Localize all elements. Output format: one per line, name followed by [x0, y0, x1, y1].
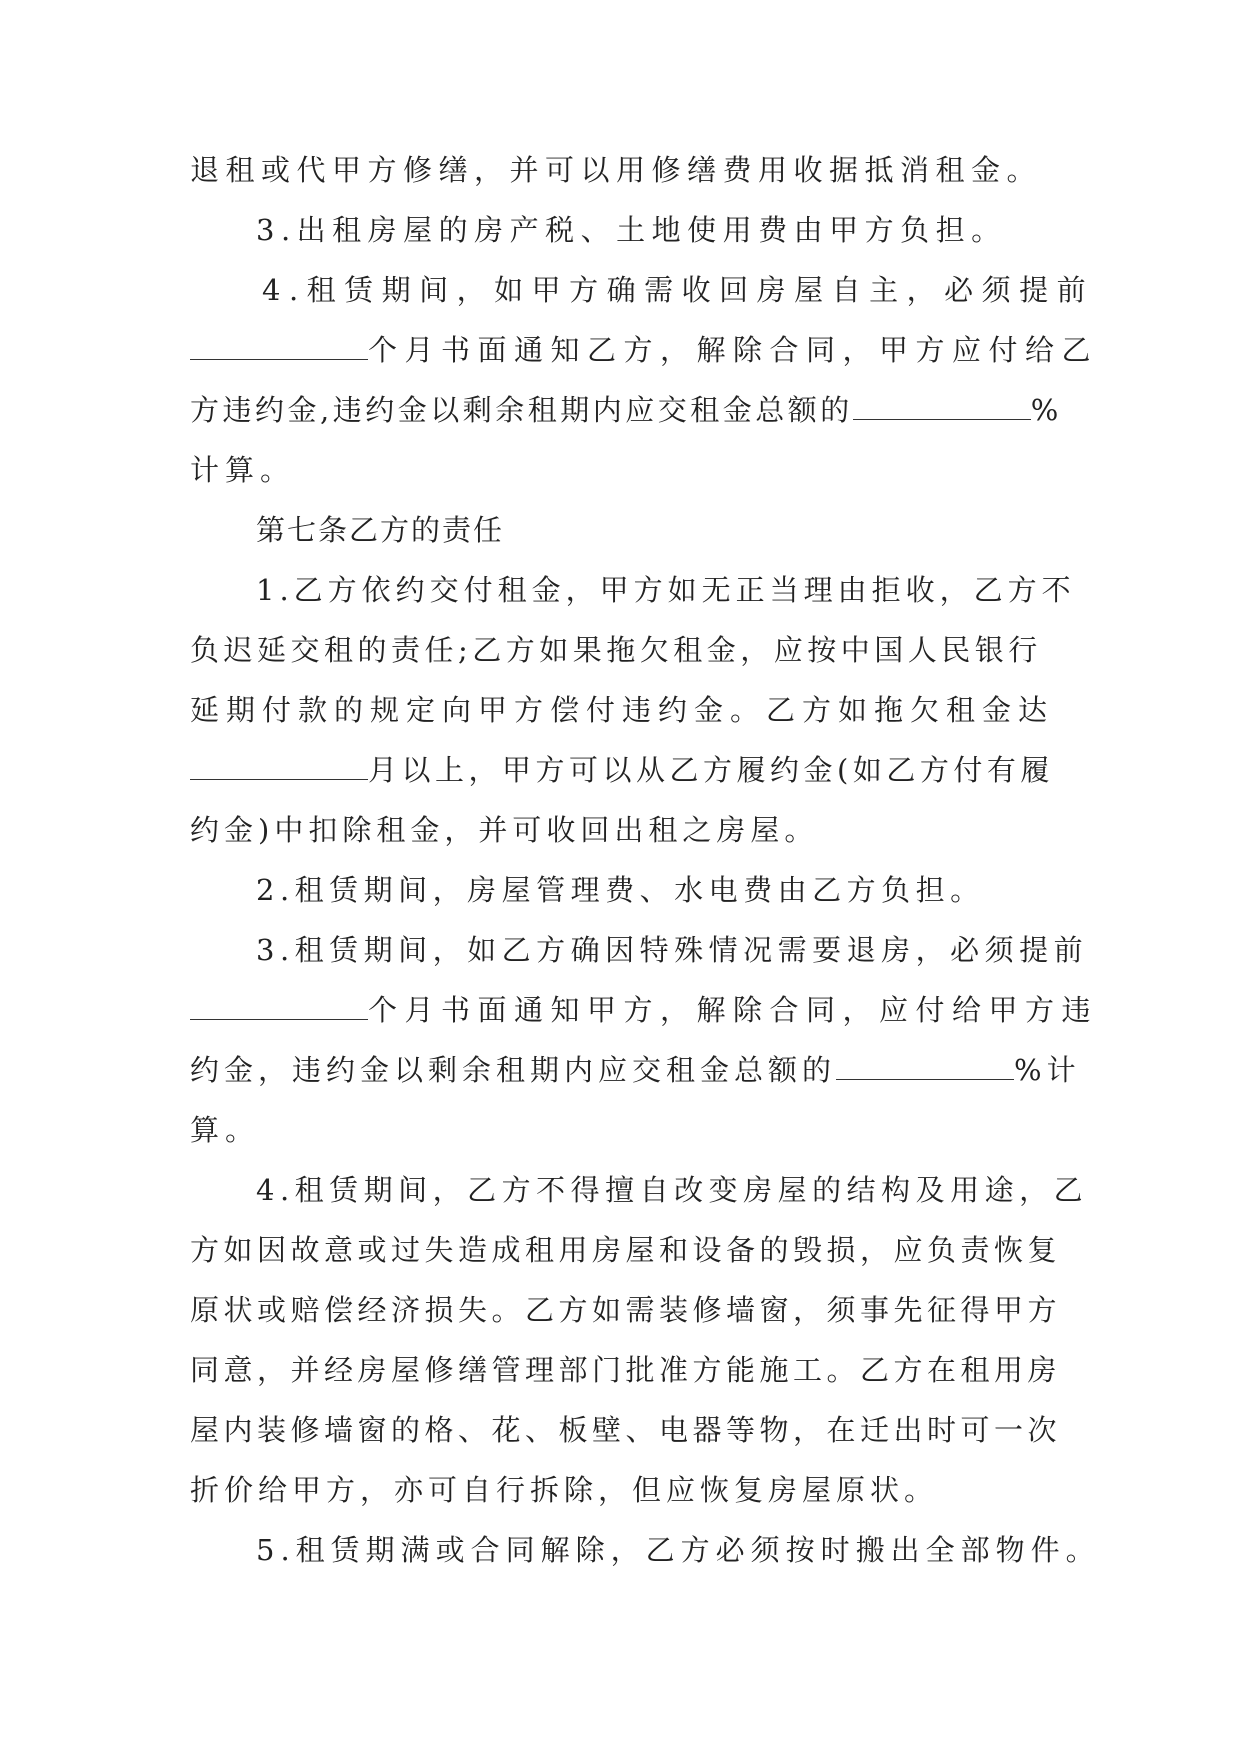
text-line — [190, 330, 1098, 370]
text-segment: 约金)中扣除租金，并可收回出租之房屋。 — [190, 813, 819, 847]
text-line — [256, 1170, 1088, 1210]
text-segment: 算。 — [190, 1113, 261, 1147]
text-line — [256, 930, 1088, 970]
text-segment: 4.租赁期间，如甲方确需收回房屋自主，必须提前 — [262, 273, 1095, 307]
text-line — [190, 1110, 260, 1150]
text-segment: 退租或代甲方修缮，并可以用修缮费用收据抵消租金。 — [190, 153, 1043, 187]
text-segment: 同意，并经房屋修缮管理部门批准方能施工。乙方在租用房 — [190, 1353, 1062, 1387]
text-line — [190, 1290, 1061, 1330]
fill-in-blank — [190, 753, 368, 780]
text-segment: %计 — [1014, 1053, 1081, 1087]
text-segment: 月以上，甲方可以从乙方履约金(如乙方付有履 — [368, 753, 1054, 787]
fill-in-blank — [190, 993, 368, 1020]
text-segment: 5.租赁期满或合同解除，乙方必须按时搬出全部物件。 — [256, 1533, 1101, 1567]
fill-in-blank — [190, 333, 368, 360]
text-line — [190, 1470, 938, 1510]
text-line — [190, 1230, 1061, 1270]
text-segment: 方违约金,违约金以剩余租期内应交租金总额的 — [190, 393, 853, 427]
text-segment: 负迟延交租的责任;乙方如果拖欠租金，应按中国人民银行 — [190, 633, 1042, 667]
text-line — [190, 690, 1054, 730]
text-segment: 约金，违约金以剩余租期内应交租金总额的 — [190, 1053, 837, 1087]
text-segment: 折价给甲方，亦可自行拆除，但应恢复房屋原状。 — [190, 1473, 939, 1507]
text-segment: 个月书面通知甲方，解除合同，应付给甲方违 — [368, 993, 1099, 1027]
text-line — [190, 390, 1062, 430]
text-segment: 第七条乙方的责任 — [256, 513, 505, 547]
text-line — [190, 990, 1098, 1030]
text-line — [256, 1530, 1101, 1570]
text-line — [190, 150, 1042, 190]
text-line — [262, 270, 1094, 310]
text-segment: 计算。 — [190, 453, 296, 487]
text-segment: 1.乙方依约交付租金，甲方如无正当理由拒收，乙方不 — [256, 573, 1076, 607]
text-segment: 3.出租房屋的房产税、土地使用费由甲方负担。 — [256, 213, 1007, 247]
text-segment: 4.租赁期间，乙方不得擅自改变房屋的结构及用途，乙 — [256, 1173, 1089, 1207]
text-line — [190, 1350, 1061, 1390]
text-line — [190, 630, 1042, 670]
text-line — [190, 810, 818, 850]
section-heading — [256, 510, 504, 550]
text-segment: 屋内装修墙窗的格、花、板壁、电器等物，在迁出时可一次 — [190, 1413, 1062, 1447]
text-line — [256, 210, 1007, 250]
text-segment: 2.租赁期间，房屋管理费、水电费由乙方负担。 — [256, 873, 985, 907]
text-segment: 3.租赁期间，如乙方确因特殊情况需要退房，必须提前 — [256, 933, 1089, 967]
fill-in-blank — [836, 1053, 1014, 1080]
text-segment: 个月书面通知乙方，解除合同，甲方应付给乙 — [368, 333, 1099, 367]
text-segment: 方如因故意或过失造成租用房屋和设备的毁损，应负责恢复 — [190, 1233, 1062, 1267]
text-line — [190, 450, 295, 490]
fill-in-blank — [853, 393, 1031, 420]
text-segment: 延期付款的规定向甲方偿付违约金。乙方如拖欠租金达 — [190, 693, 1055, 727]
text-line — [256, 570, 1076, 610]
text-line — [256, 870, 985, 910]
text-line — [190, 1410, 1061, 1450]
text-segment: % — [1030, 393, 1062, 427]
text-segment: 原状或赔偿经济损失。乙方如需装修墙窗，须事先征得甲方 — [190, 1293, 1062, 1327]
text-line — [190, 750, 1054, 790]
text-line — [190, 1050, 1081, 1090]
